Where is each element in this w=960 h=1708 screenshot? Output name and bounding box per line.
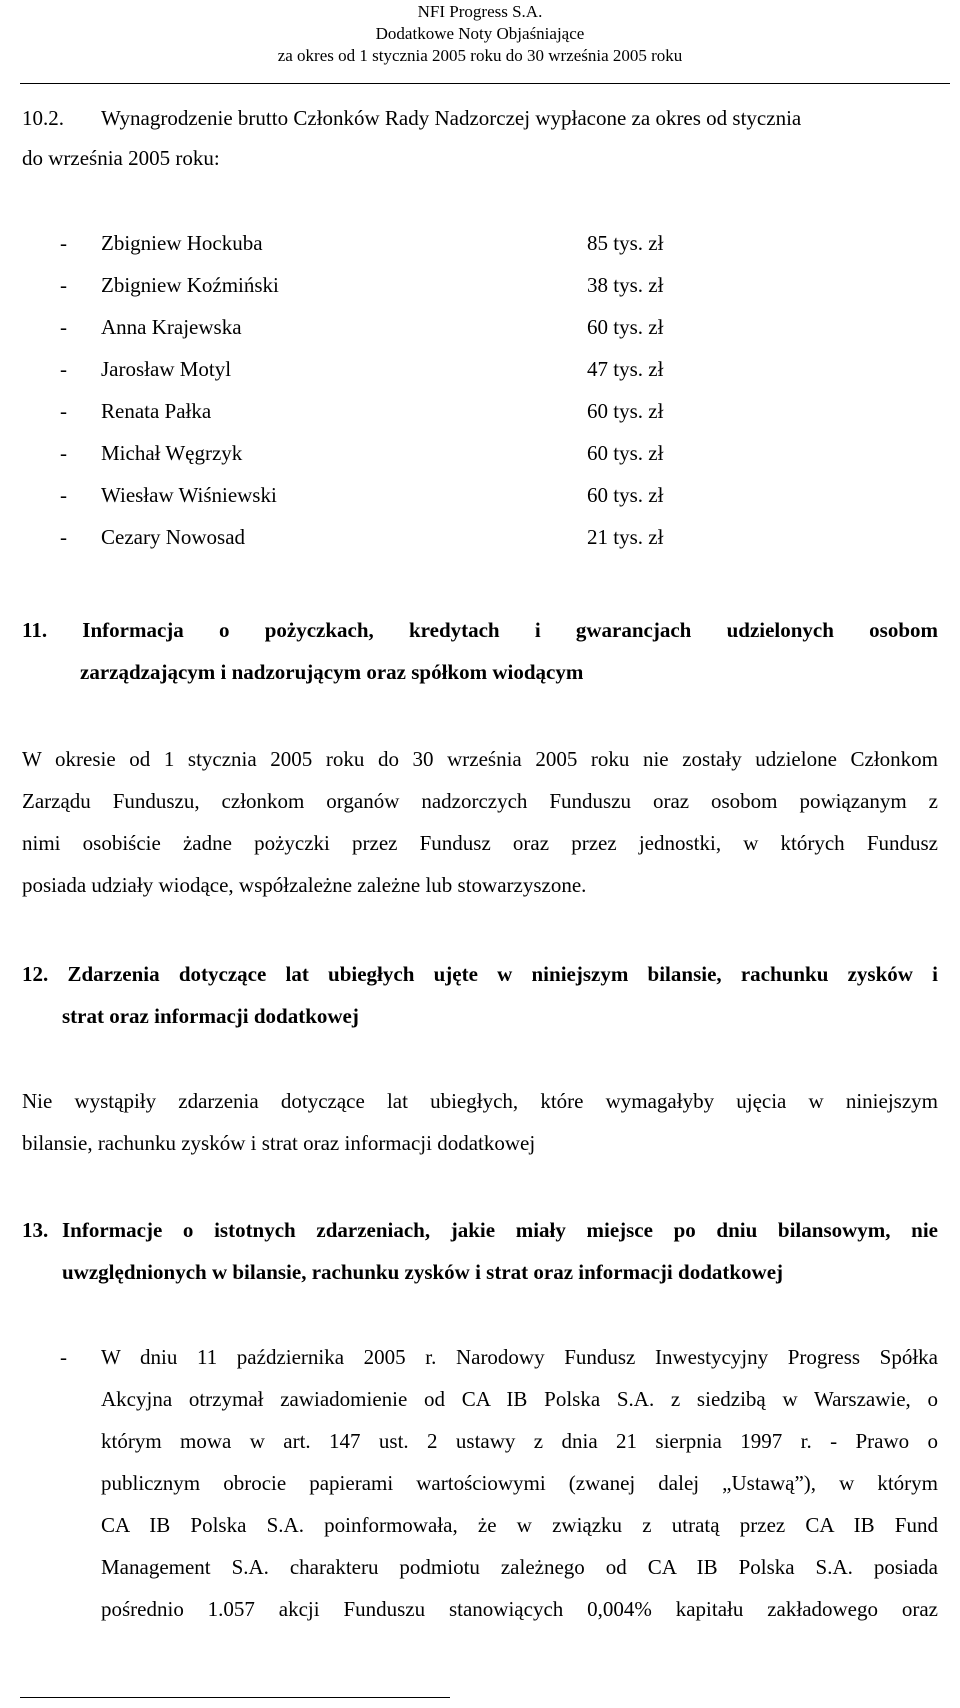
member-name: Cezary Nowosad: [101, 525, 246, 549]
section-12-heading-line2: strat oraz informacji dodatkowej: [62, 1004, 359, 1028]
section-13-heading-line2: uwzględnionych w bilansie, rachunku zysków i strat oraz informacji dodatkowej: [62, 1260, 784, 1284]
section-13-bullet-line: pośrednio 1.057 akcji Funduszu stanowiących 0,004% kapitału zakładowego oraz: [101, 1597, 938, 1621]
section-13-bullet-line: CA IB Polska S.A. poinformowała, że w związku z utratą przez CA IB Fund: [101, 1513, 938, 1537]
member-name: Jarosław Motyl: [101, 357, 232, 381]
section-10-2-number: 10.2.: [22, 106, 64, 130]
member-amount: 60 tys. zł: [587, 441, 664, 465]
section-12-body-line: bilansie, rachunku zysków i strat oraz informacji dodatkowej: [22, 1131, 536, 1155]
section-12-body-line: Nie wystąpiły zdarzenia dotyczące lat ubiegłych, które wymagałyby ujęcia w niniejszym: [22, 1089, 938, 1113]
member-amount: 60 tys. zł: [587, 315, 664, 339]
list-dash: -: [60, 441, 67, 465]
section-13-heading-line1: Informacje o istotnych zdarzeniach, jakie miały miejsce po dniu bilansowym, nie: [62, 1218, 938, 1242]
list-dash: -: [60, 483, 67, 507]
section-13-bullet-line: publicznym obrocie papierami wartościowymi (zwanej dalej „Ustawą”), w którym: [101, 1471, 938, 1495]
header-title: Dodatkowe Noty Objaśniające: [375, 24, 585, 43]
section-11-body-line: W okresie od 1 stycznia 2005 roku do 30 września 2005 roku nie zostały udzielone Członkom: [22, 747, 938, 771]
member-amount: 60 tys. zł: [587, 399, 664, 423]
section-13-number: 13.: [22, 1218, 49, 1242]
section-10-2-heading-line2: do września 2005 roku:: [22, 146, 220, 170]
member-name: Zbigniew Hockuba: [101, 231, 263, 255]
section-11-body-line: posiada udziały wiodące, współzależne zależne lub stowarzyszone.: [22, 873, 587, 897]
member-amount: 47 tys. zł: [587, 357, 664, 381]
member-name: Michał Węgrzyk: [101, 441, 243, 465]
section-11-body-line: nimi osobiście żadne pożyczki przez Fundusz oraz przez jednostki, w których Fundusz: [22, 831, 938, 855]
member-amount: 60 tys. zł: [587, 483, 664, 507]
bullet-dash: -: [60, 1345, 67, 1369]
list-dash: -: [60, 525, 67, 549]
list-dash: -: [60, 231, 67, 255]
section-10-2-heading-line1: Wynagrodzenie brutto Członków Rady Nadzorczej wypłacone za okres od stycznia: [101, 106, 802, 130]
section-13-bullet-line: Akcyjna otrzymał zawiadomienie od CA IB Polska S.A. z siedzibą w Warszawie, o: [101, 1387, 938, 1411]
section-11-body-line: Zarządu Funduszu, członkom organów nadzorczych Funduszu oraz osobom powiązanym z: [22, 789, 938, 813]
member-name: Wiesław Wiśniewski: [101, 483, 277, 507]
section-12-heading-line1: 12. Zdarzenia dotyczące lat ubiegłych ujęte w niniejszym bilansie, rachunku zysków i: [22, 962, 938, 986]
list-dash: -: [60, 315, 67, 339]
section-13-bullet-line: Management S.A. charakteru podmiotu zależnego od CA IB Polska S.A. posiada: [101, 1555, 938, 1579]
footnote-separator: [20, 1697, 450, 1698]
member-amount: 85 tys. zł: [587, 231, 664, 255]
header-company: NFI Progress S.A.: [417, 2, 543, 21]
member-amount: 21 tys. zł: [587, 525, 664, 549]
section-13-bullet-line: którym mowa w art. 147 ust. 2 ustawy z dnia 21 sierpnia 1997 r. - Prawo o: [101, 1429, 938, 1453]
member-name: Renata Pałka: [101, 399, 212, 423]
member-amount: 38 tys. zł: [587, 273, 664, 297]
header-period: za okres od 1 stycznia 2005 roku do 30 września 2005 roku: [277, 46, 683, 65]
header-rule: [20, 83, 950, 84]
list-dash: -: [60, 273, 67, 297]
list-dash: -: [60, 357, 67, 381]
member-name: Zbigniew Koźmiński: [101, 273, 279, 297]
section-11-heading-line1: 11. Informacja o pożyczkach, kredytach i gwarancjach udzielonych osobom: [22, 618, 938, 642]
section-13-bullet-line: W dniu 11 października 2005 r. Narodowy Fundusz Inwestycyjny Progress Spółka: [101, 1345, 938, 1369]
section-11-heading-line2: zarządzającym i nadzorującym oraz spółkom wiodącym: [80, 660, 584, 684]
member-name: Anna Krajewska: [101, 315, 242, 339]
list-dash: -: [60, 399, 67, 423]
